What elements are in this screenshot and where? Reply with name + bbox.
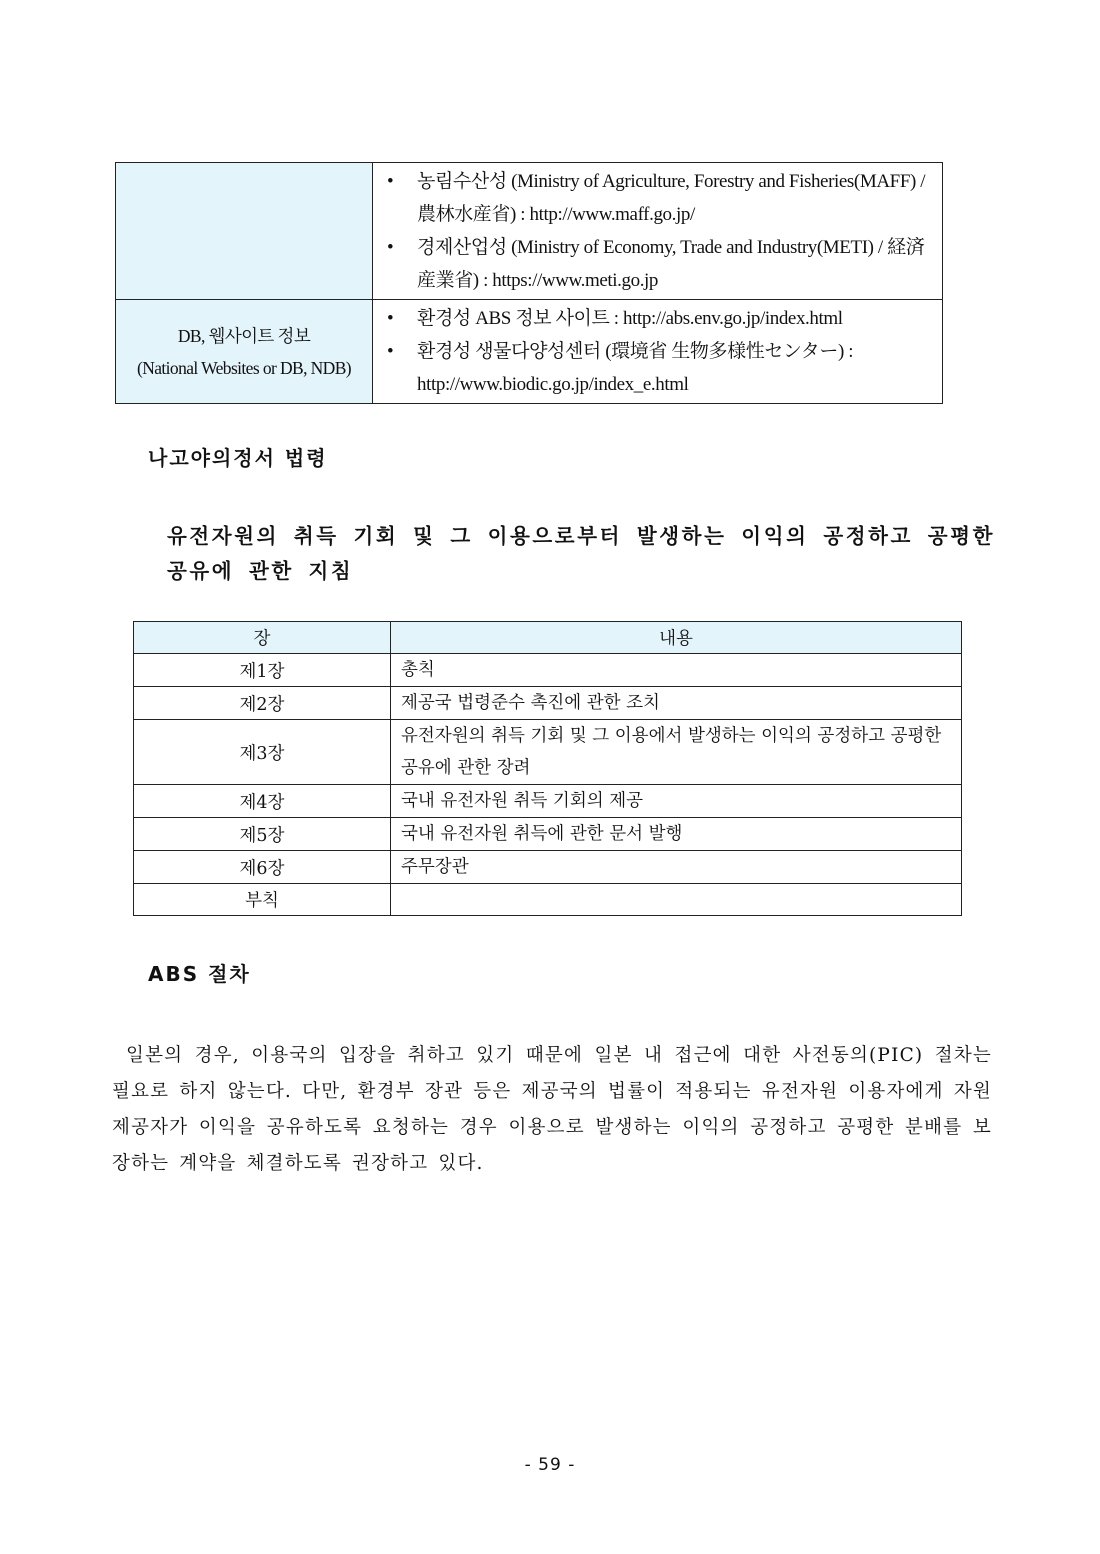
table-row: [134, 654, 962, 687]
column-header-content: 내용: [391, 622, 962, 654]
list-item: [387, 335, 930, 401]
section-heading-abs-procedure: ABS 절차: [148, 962, 251, 986]
chapter-cell: 제1장: [134, 654, 391, 687]
table-row: [116, 163, 943, 300]
bullet-icon: •: [387, 171, 394, 192]
list-item-text: 경제산업성 (Ministry of Economy, Trade and Industry(METI) / 経済産業省) : https://www.meti.go.jp: [417, 237, 925, 291]
table-row: [116, 300, 943, 404]
bullet-list: [373, 300, 942, 403]
content-cell: [391, 884, 962, 916]
chapter-cell: 부칙: [134, 884, 391, 916]
content-cell: 유전자원의 취득 기회 및 그 이용에서 발생하는 이익의 공정하고 공평한 공유에 관한 장려: [391, 720, 962, 785]
guideline-title: 유전자원의 취득 기회 및 그 이용으로부터 발생하는 이익의 공정하고 공평한 공유에 관한 지침: [167, 524, 995, 583]
row-label-line: DB, 웹사이트 정보: [177, 325, 311, 346]
table-row: [134, 884, 962, 916]
chapter-cell: 제5장: [134, 818, 391, 851]
row-label-line: (National Websites or DB, NDB): [136, 357, 352, 378]
row-label-cell: [116, 163, 373, 300]
column-header-chapter: 장: [134, 622, 391, 654]
page-number: - 59 -: [524, 1455, 576, 1475]
table-row: [134, 720, 962, 785]
guideline-chapters-table: [133, 621, 962, 916]
chapter-cell: 제2장: [134, 687, 391, 720]
bullet-icon: •: [387, 237, 394, 258]
bullet-list: [373, 163, 942, 299]
abs-procedure-paragraph: 일본의 경우, 이용국의 입장을 취하고 있기 때문에 일본 내 접근에 대한 사전동의(PIC) 절차는 필요로 하지 않는다. 다만, 환경부 장관 등은 제공국의 법률이 적용되는 유전자원 이용자에게 자원 제공자가 이익을 공유하도록 요청하는 경우 이용으로 발생하는 이익의 공정하고 공평한 분배를 보장하는 계약을 체결하도록 권장하고 있다.: [112, 1045, 992, 1174]
table-row: [134, 785, 962, 818]
table-row: [134, 851, 962, 884]
list-item: [387, 165, 930, 231]
content-cell: 주무장관: [391, 851, 962, 884]
content-cell: 제공국 법령준수 촉진에 관한 조치: [391, 687, 962, 720]
list-item-text: 환경성 ABS 정보 사이트 : http://abs.env.go.jp/index.html: [417, 308, 843, 329]
table-row: [134, 687, 962, 720]
chapter-cell: 제3장: [134, 720, 391, 785]
list-item-text: 농림수산성 (Ministry of Agriculture, Forestry and Fisheries(MAFF) / 農林水産省) : http://www.maff.go.jp/: [417, 171, 926, 225]
row-content-cell: [373, 163, 943, 300]
row-content-cell: [373, 300, 943, 404]
list-item-text: 환경성 생물다양성센터 (環境省 生物多様性センター) : http://www.biodic.go.jp/index_e.html: [417, 341, 854, 395]
chapter-cell: 제4장: [134, 785, 391, 818]
content-cell: 국내 유전자원 취득 기회의 제공: [391, 785, 962, 818]
bullet-icon: •: [387, 341, 394, 362]
table-header-row: [134, 622, 962, 654]
content-cell: 총칙: [391, 654, 962, 687]
chapter-cell: 제6장: [134, 851, 391, 884]
bullet-icon: •: [387, 308, 394, 329]
national-focal-points-table: [115, 162, 943, 404]
section-heading-law: 나고야의정서 법령: [148, 446, 328, 470]
table-row: [134, 818, 962, 851]
list-item: [387, 302, 930, 335]
content-cell: 국내 유전자원 취득에 관한 문서 발행: [391, 818, 962, 851]
row-label-cell: [116, 300, 373, 404]
list-item: [387, 231, 930, 297]
